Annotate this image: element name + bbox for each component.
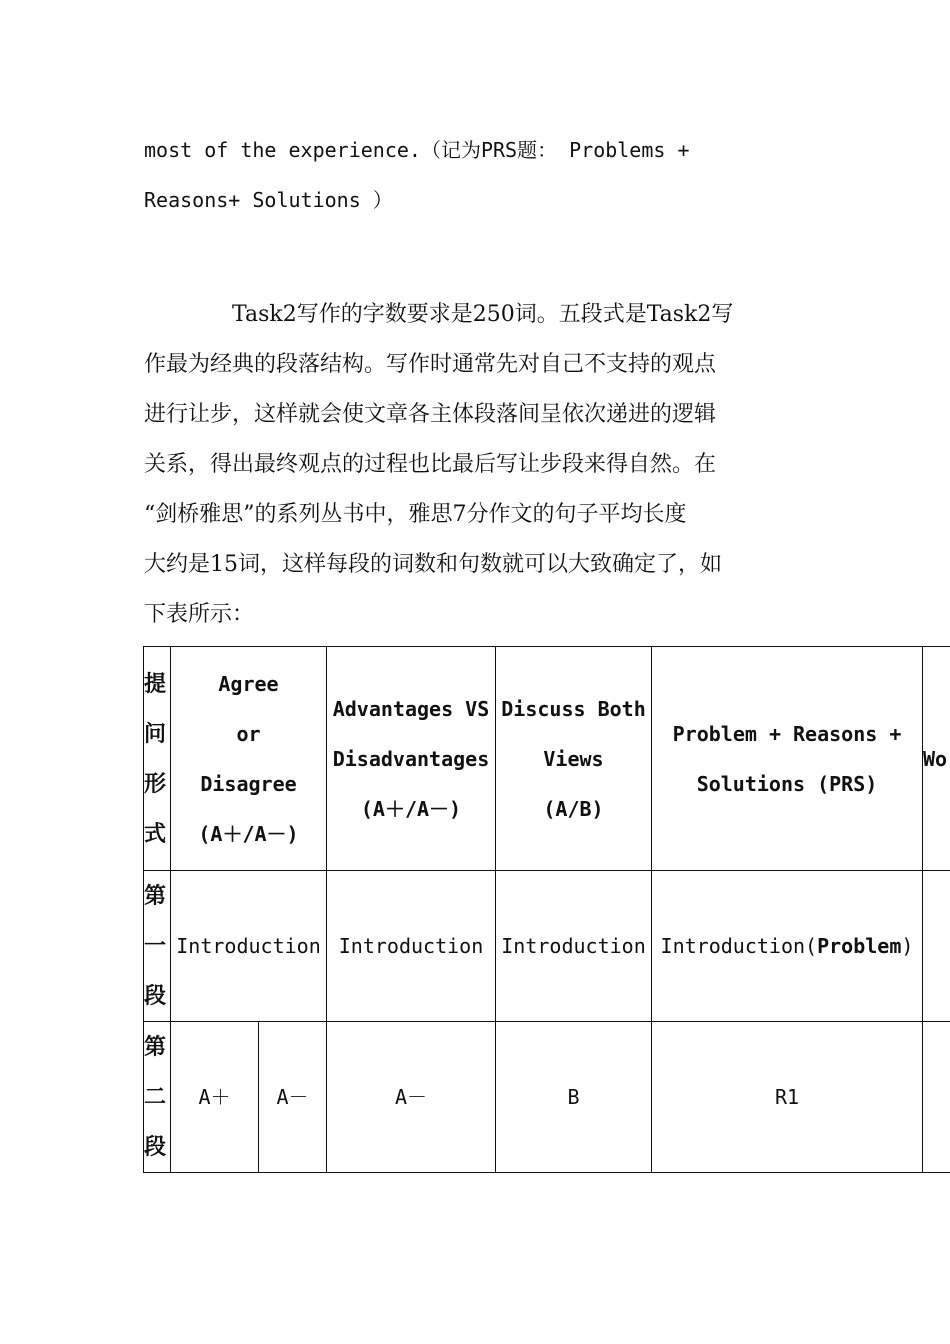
intro-line-1: most of the experience.（记为PRS题： Problems + xyxy=(144,138,690,162)
header-problem-reasons-solutions: Problem + Reasons + Solutions (PRS) xyxy=(652,647,923,871)
cell-agree-a-minus: A－ xyxy=(259,1022,327,1173)
paragraph-line-1: Task2写作的字数要求是250词。五段式是Task2写 xyxy=(232,302,734,327)
cell-prs-r1: R1 xyxy=(652,1022,923,1173)
paragraph-line-4: 关系，得出最终观点的过程也比最后写让步段来得自然。在 xyxy=(144,452,717,477)
paragraph-line-5: “剑桥雅思”的系列丛书中，雅思7分作文的句子平均长度 xyxy=(144,502,687,527)
row-label-paragraph-2: 第 二 段 xyxy=(144,1022,171,1173)
cell-cut-off-row-1 xyxy=(923,871,950,1022)
header-discuss-both-views: Discuss Both Views (A/B) xyxy=(496,647,652,871)
cell-agree-a-plus: A＋ xyxy=(171,1022,259,1173)
header-agree-disagree: Agree or Disagree (A＋/A－) xyxy=(171,647,327,871)
table-header-row xyxy=(144,647,950,871)
intro-line-2: Reasons+ Solutions ） xyxy=(144,188,393,212)
table-row-paragraph-1 xyxy=(144,871,950,1022)
cell-discuss-introduction: Introduction xyxy=(496,871,652,1022)
header-cut-off-column: Wo xyxy=(923,647,950,871)
paragraph-line-2: 作最为经典的段落结构。写作时通常先对自己不支持的观点 xyxy=(144,352,717,377)
cell-adv-a-minus: A－ xyxy=(327,1022,496,1173)
cell-discuss-b: B xyxy=(496,1022,652,1173)
header-advantages-disadvantages: Advantages VS Disadvantages (A＋/A－) xyxy=(327,647,496,871)
paragraph-line-6: 大约是15词，这样每段的词数和句数就可以大致确定了，如 xyxy=(144,552,722,577)
paragraph-line-3: 进行让步，这样就会使文章各主体段落间呈依次递进的逻辑 xyxy=(144,402,717,427)
cell-cut-off-row-2 xyxy=(923,1022,950,1173)
cell-adv-introduction: Introduction xyxy=(327,871,496,1022)
table-row-paragraph-2 xyxy=(144,1022,950,1173)
essay-structure-table xyxy=(143,646,950,1173)
row-label-paragraph-1: 第 一 段 xyxy=(144,871,171,1022)
cell-prs-introduction: Introduction(Problem) xyxy=(652,871,923,1022)
body-paragraph xyxy=(144,290,808,640)
row-label-question-type: 提 问 形 式 xyxy=(144,647,171,871)
cell-agree-introduction: Introduction xyxy=(171,871,327,1022)
paragraph-line-7: 下表所示： xyxy=(144,602,255,627)
